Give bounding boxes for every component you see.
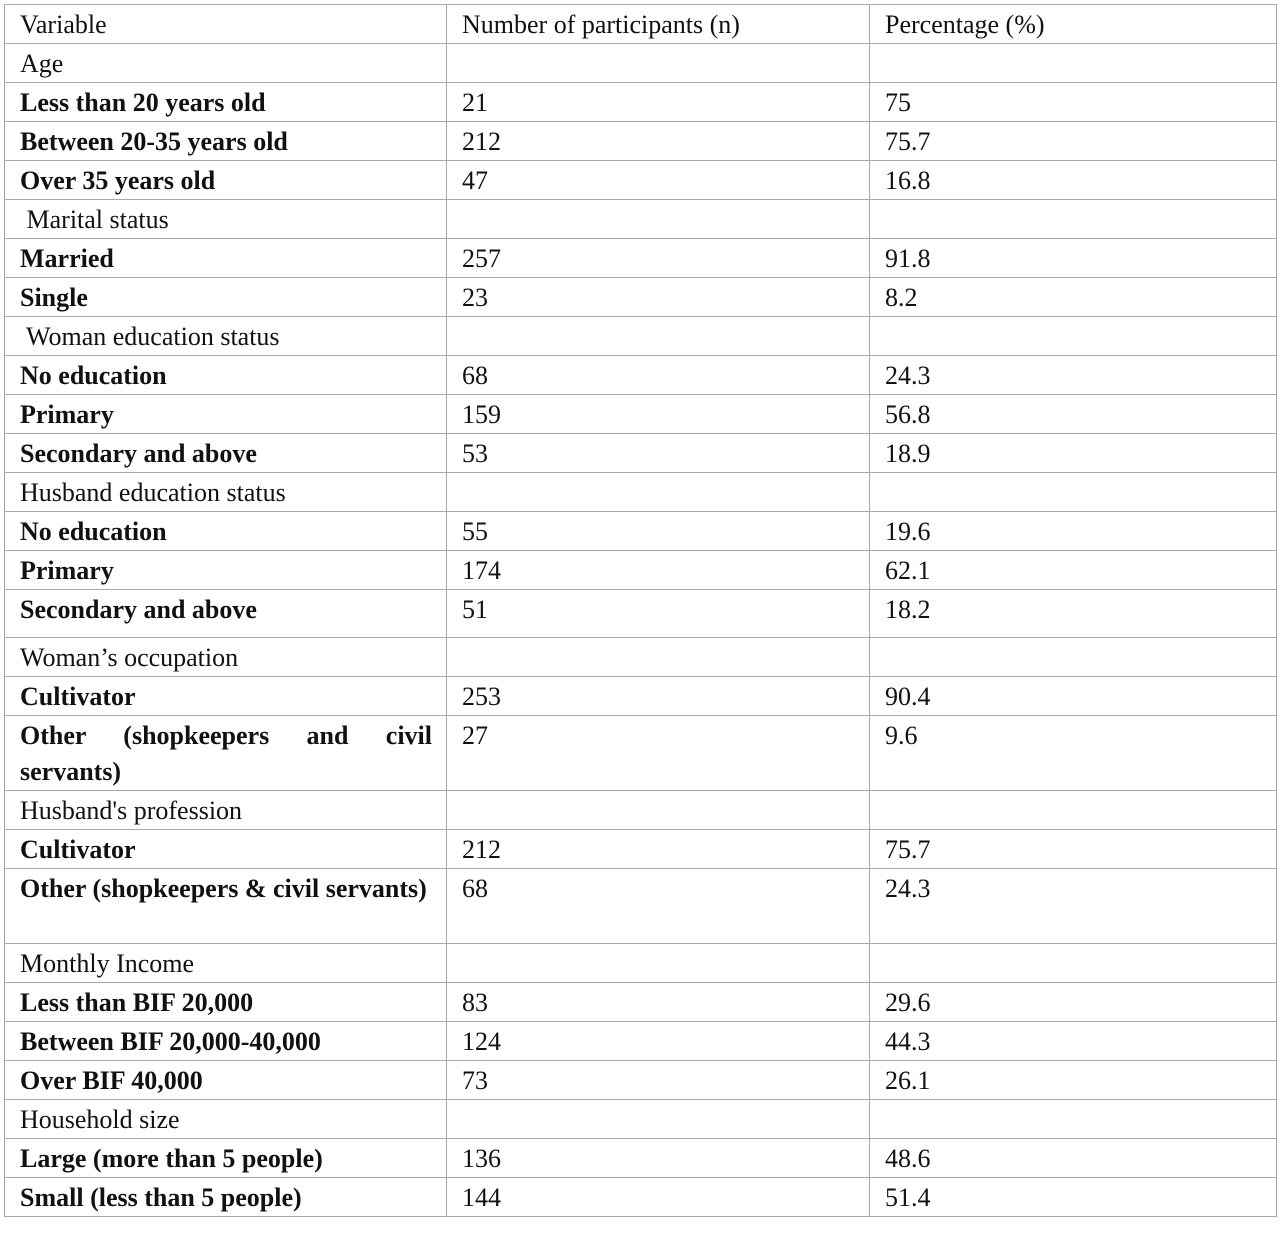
participants-count: 68 (447, 869, 870, 944)
row-label: Less than BIF 20,000 (5, 983, 447, 1022)
row-label: No education (5, 356, 447, 395)
row-label: No education (5, 512, 447, 551)
percentage-value: 91.8 (870, 239, 1277, 278)
header-percentage: Percentage (%) (870, 5, 1277, 44)
participants-count: 253 (447, 677, 870, 716)
participants-count: 21 (447, 83, 870, 122)
participants-count: 136 (447, 1139, 870, 1178)
table-row (5, 590, 1277, 638)
section-row (5, 791, 1277, 830)
percentage-value: 75.7 (870, 122, 1277, 161)
empty-cell (870, 1100, 1277, 1139)
empty-cell (447, 1100, 870, 1139)
percentage-value: 16.8 (870, 161, 1277, 200)
table-row (5, 1022, 1277, 1061)
row-label: Cultivator (5, 830, 447, 869)
section-label: Household size (5, 1100, 447, 1139)
percentage-value: 24.3 (870, 356, 1277, 395)
empty-cell (870, 200, 1277, 239)
table-row (5, 395, 1277, 434)
percentage-value: 51.4 (870, 1178, 1277, 1217)
row-label: Over 35 years old (5, 161, 447, 200)
row-label: Secondary and above (5, 590, 447, 638)
row-label: Between 20-35 years old (5, 122, 447, 161)
participants-count: 73 (447, 1061, 870, 1100)
empty-cell (870, 317, 1277, 356)
empty-cell (870, 791, 1277, 830)
section-row (5, 944, 1277, 983)
empty-cell (870, 638, 1277, 677)
row-label: Less than 20 years old (5, 83, 447, 122)
participants-count: 159 (447, 395, 870, 434)
participants-count: 124 (447, 1022, 870, 1061)
percentage-value: 18.2 (870, 590, 1277, 638)
row-label: Married (5, 239, 447, 278)
percentage-value: 24.3 (870, 869, 1277, 944)
row-label: Other (shopkeepers & civil servants) (5, 869, 447, 944)
table-body (5, 44, 1277, 1217)
percentage-value: 62.1 (870, 551, 1277, 590)
percentage-value: 19.6 (870, 512, 1277, 551)
table-row (5, 1139, 1277, 1178)
section-row (5, 317, 1277, 356)
table-row (5, 716, 1277, 791)
participants-count: 47 (447, 161, 870, 200)
table-row (5, 1178, 1277, 1217)
row-label: Primary (5, 551, 447, 590)
header-row (5, 5, 1277, 44)
table-row (5, 122, 1277, 161)
section-label: Monthly Income (5, 944, 447, 983)
percentage-value: 18.9 (870, 434, 1277, 473)
participants-count: 55 (447, 512, 870, 551)
table-row (5, 677, 1277, 716)
table-row (5, 1061, 1277, 1100)
percentage-value: 56.8 (870, 395, 1277, 434)
participants-count: 144 (447, 1178, 870, 1217)
section-label: Woman education status (5, 317, 447, 356)
row-label: Large (more than 5 people) (5, 1139, 447, 1178)
percentage-value: 8.2 (870, 278, 1277, 317)
section-label: Husband's profession (5, 791, 447, 830)
empty-cell (870, 44, 1277, 83)
participants-count: 23 (447, 278, 870, 317)
participants-count: 212 (447, 122, 870, 161)
row-label: Between BIF 20,000-40,000 (5, 1022, 447, 1061)
participants-count: 53 (447, 434, 870, 473)
participants-count: 83 (447, 983, 870, 1022)
section-row (5, 473, 1277, 512)
participants-count: 257 (447, 239, 870, 278)
header-number-of-participants: Number of participants (n) (447, 5, 870, 44)
table-row (5, 161, 1277, 200)
table-row (5, 830, 1277, 869)
row-label: Over BIF 40,000 (5, 1061, 447, 1100)
percentage-value: 44.3 (870, 1022, 1277, 1061)
row-label: Small (less than 5 people) (5, 1178, 447, 1217)
table-row (5, 869, 1277, 944)
header-variable: Variable (5, 5, 447, 44)
table-row (5, 983, 1277, 1022)
row-label: Secondary and above (5, 434, 447, 473)
table-row (5, 83, 1277, 122)
row-label: Single (5, 278, 447, 317)
table-row (5, 356, 1277, 395)
section-label: Woman’s occupation (5, 638, 447, 677)
empty-cell (447, 791, 870, 830)
table-row (5, 278, 1277, 317)
section-label: Marital status (5, 200, 447, 239)
percentage-value: 75.7 (870, 830, 1277, 869)
empty-cell (447, 944, 870, 983)
percentage-value: 29.6 (870, 983, 1277, 1022)
participants-count: 27 (447, 716, 870, 791)
empty-cell (870, 473, 1277, 512)
row-label: Cultivator (5, 677, 447, 716)
participants-table (4, 4, 1277, 1217)
empty-cell (447, 473, 870, 512)
empty-cell (447, 200, 870, 239)
section-label: Husband education status (5, 473, 447, 512)
section-label: Age (5, 44, 447, 83)
row-label: Other (shopkeepers and civil servants) (5, 716, 447, 791)
section-row (5, 1100, 1277, 1139)
percentage-value: 9.6 (870, 716, 1277, 791)
row-label: Primary (5, 395, 447, 434)
participants-count: 51 (447, 590, 870, 638)
participants-count: 174 (447, 551, 870, 590)
empty-cell (870, 944, 1277, 983)
empty-cell (447, 44, 870, 83)
percentage-value: 90.4 (870, 677, 1277, 716)
empty-cell (447, 638, 870, 677)
table-row (5, 239, 1277, 278)
participants-count: 68 (447, 356, 870, 395)
percentage-value: 26.1 (870, 1061, 1277, 1100)
percentage-value: 75 (870, 83, 1277, 122)
empty-cell (447, 317, 870, 356)
table-row (5, 434, 1277, 473)
section-row (5, 638, 1277, 677)
percentage-value: 48.6 (870, 1139, 1277, 1178)
table-row (5, 551, 1277, 590)
section-row (5, 200, 1277, 239)
participants-count: 212 (447, 830, 870, 869)
section-row (5, 44, 1277, 83)
table-row (5, 512, 1277, 551)
